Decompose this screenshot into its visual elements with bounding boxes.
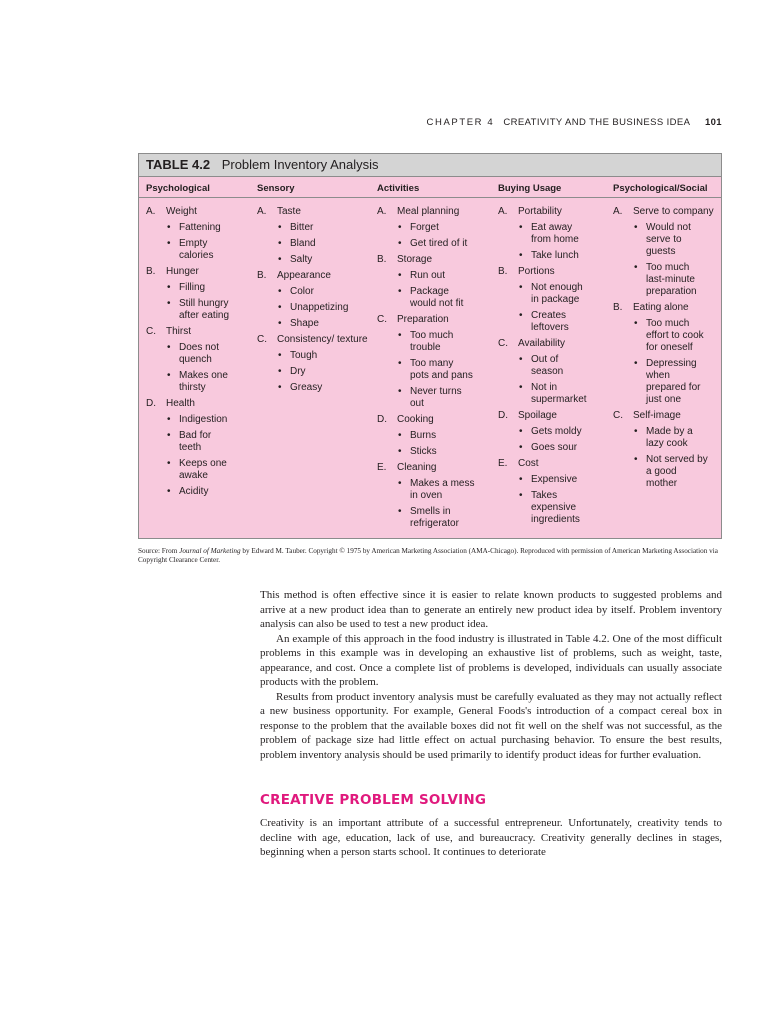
category-row bbox=[377, 462, 495, 474]
bullet-item bbox=[146, 414, 254, 426]
bullet-item-line: mother bbox=[646, 478, 678, 489]
category-label: Appearance bbox=[277, 270, 331, 281]
category-label: Eating alone bbox=[633, 302, 689, 313]
bullet-item-line: from home bbox=[531, 234, 579, 245]
table-column bbox=[613, 206, 721, 494]
source-prefix: Source: From bbox=[138, 547, 180, 555]
bullet-item-line: • Expensive bbox=[531, 474, 578, 485]
bullet-item-line: guests bbox=[646, 246, 676, 257]
bullet-item bbox=[498, 474, 610, 486]
bullet-item-line: quench bbox=[179, 354, 212, 365]
bullet-item-line: • Unappetizing bbox=[290, 302, 349, 313]
category-label: Thirst bbox=[166, 326, 191, 337]
category-row bbox=[498, 410, 610, 422]
bullet-item-line: • Bitter bbox=[290, 222, 314, 233]
section-body bbox=[260, 816, 722, 860]
category-label: Weight bbox=[166, 206, 197, 217]
chapter-label: CHAPTER 4 bbox=[426, 117, 495, 128]
bullet-item-line: thirsty bbox=[179, 382, 206, 393]
category-letter: D. bbox=[146, 398, 156, 409]
bullet-item-line: • Gets moldy bbox=[531, 426, 582, 437]
bullet-item bbox=[498, 354, 610, 378]
bullet-item-line: • Makes one bbox=[179, 370, 228, 381]
category-letter: A. bbox=[257, 206, 267, 217]
category-letter: B. bbox=[377, 254, 387, 265]
bullet-item-line: • Acidity bbox=[179, 486, 209, 497]
bullet-item-line: • Goes sour bbox=[531, 442, 578, 453]
bullet-item bbox=[498, 310, 610, 334]
bullet-item-line: • Tough bbox=[290, 350, 318, 361]
bullet-item-line: calories bbox=[179, 250, 214, 261]
table-column bbox=[377, 206, 495, 534]
column-header: Psychological/Social bbox=[613, 183, 708, 194]
bullet-item-line: serve to bbox=[646, 234, 682, 245]
bullet-item bbox=[498, 222, 610, 246]
bullet-item-line: • Color bbox=[290, 286, 314, 297]
bullet-item-line: • Bland bbox=[290, 238, 316, 249]
bullet-item-line: in package bbox=[531, 294, 580, 305]
category-row bbox=[377, 414, 495, 426]
category-label: Storage bbox=[397, 254, 433, 265]
category-row bbox=[613, 206, 721, 218]
bullet-item-line: season bbox=[531, 366, 564, 377]
bullet-item-line: after eating bbox=[179, 310, 230, 321]
category-label: Portability bbox=[518, 206, 562, 217]
bullet-item-line: • Creates bbox=[531, 310, 567, 321]
bullet-item-line: • Not in bbox=[531, 382, 558, 393]
bullet-item-line: for oneself bbox=[646, 342, 693, 353]
bullet-item-line: preparation bbox=[646, 286, 697, 297]
column-header: Sensory bbox=[257, 183, 295, 194]
category-label: Health bbox=[166, 398, 195, 409]
bullet-item-line: effort to cook bbox=[646, 330, 704, 341]
bullet-item-line: • Makes a mess bbox=[410, 478, 475, 489]
paragraph: Creativity is an important attribute of a successful entrepreneur. Unfortunately, creativity tends to decline with age, education, lack of use, and bureaucracy. Creativity generally declines in stages, beginning when a person starts school. It continues to deteriorate bbox=[260, 817, 722, 858]
category-row bbox=[498, 266, 610, 278]
category-row bbox=[613, 302, 721, 314]
category-row bbox=[613, 410, 721, 422]
section-heading: CREATIVE PROBLEM SOLVING bbox=[260, 792, 487, 808]
category-row bbox=[377, 254, 495, 266]
category-letter: B. bbox=[146, 266, 156, 277]
body-text bbox=[260, 588, 722, 762]
bullet-item-line: teeth bbox=[179, 442, 202, 453]
bullet-item bbox=[257, 366, 375, 378]
bullet-item bbox=[498, 426, 610, 438]
bullet-item-line: • Indigestion bbox=[179, 414, 228, 425]
paragraph: Results from product inventory analysis must be carefully evaluated as they may not actually reflect a new business opportunity. For example, General Foods's introduction of a compact cereal box in response to the problem that the available boxes did not fit well on the shelf was not successful, as the problem of package size had little effect on actual purchasing behavior. To ensure the best results, problem inventory analysis should be used primarily to identify product ideas for further evaluation. bbox=[260, 690, 722, 761]
category-letter: E. bbox=[377, 462, 387, 473]
table-source-note bbox=[138, 547, 728, 565]
category-letter: A. bbox=[146, 206, 156, 217]
column-header: Psychological bbox=[146, 183, 210, 194]
bullet-item bbox=[146, 282, 254, 294]
chapter-title: CREATIVITY AND THE BUSINESS IDEA bbox=[503, 117, 690, 128]
bullet-item bbox=[257, 350, 375, 362]
bullet-item-line: in oven bbox=[410, 490, 443, 501]
category-letter: D. bbox=[498, 410, 508, 421]
bullet-item-line: • Never turns bbox=[410, 386, 462, 397]
bullet-item bbox=[146, 342, 254, 366]
bullet-item-line: lazy cook bbox=[646, 438, 688, 449]
category-letter: A. bbox=[613, 206, 623, 217]
bullet-item-line: awake bbox=[179, 470, 208, 481]
bullet-item-line: • Shape bbox=[290, 318, 319, 329]
bullet-item-line: • Takes bbox=[531, 490, 558, 501]
bullet-item-line: • Fattening bbox=[179, 222, 221, 233]
bullet-item-line: supermarket bbox=[531, 394, 587, 405]
category-row bbox=[377, 314, 495, 326]
bullet-item-line: • Dry bbox=[290, 366, 306, 377]
bullet-item-line: • Bad for bbox=[179, 430, 212, 441]
bullet-item bbox=[613, 454, 721, 490]
bullet-item-line: • Filling bbox=[179, 282, 206, 293]
table-column bbox=[257, 206, 375, 398]
category-label: Cost bbox=[518, 458, 539, 469]
running-header bbox=[427, 117, 722, 128]
category-letter: C. bbox=[146, 326, 156, 337]
bullet-item-line: • Too much bbox=[646, 262, 690, 273]
bullet-item bbox=[613, 318, 721, 354]
bullet-item bbox=[146, 238, 254, 262]
bullet-item-line: • Run out bbox=[410, 270, 446, 281]
bullet-item-line: • Too much bbox=[410, 330, 454, 341]
category-label: Portions bbox=[518, 266, 555, 277]
bullet-item bbox=[498, 282, 610, 306]
bullet-item-line: • Too many bbox=[410, 358, 454, 369]
bullet-item bbox=[613, 262, 721, 298]
bullet-item-line: when bbox=[646, 370, 670, 381]
category-letter: B. bbox=[257, 270, 267, 281]
bullet-item bbox=[498, 250, 610, 262]
bullet-item bbox=[377, 430, 495, 442]
bullet-item bbox=[146, 430, 254, 454]
bullet-item bbox=[613, 426, 721, 450]
table-title-bar bbox=[139, 154, 721, 177]
bullet-item-line: • Greasy bbox=[290, 382, 323, 393]
column-header: Activities bbox=[377, 183, 420, 194]
category-letter: E. bbox=[498, 458, 508, 469]
bullet-item-line: • Package bbox=[410, 286, 449, 297]
bullet-item bbox=[498, 442, 610, 454]
bullet-item-line: • Forget bbox=[410, 222, 439, 233]
bullet-item-line: a good bbox=[646, 466, 677, 477]
bullet-item-line: • Eat away bbox=[531, 222, 573, 233]
paragraph: This method is often effective since it is easier to relate known products to suggested problems and arrive at a new product idea than to generate an entirely new product idea by itself. Problem inventory analysis can also be used to test a new product idea. bbox=[260, 589, 722, 630]
bullet-item-line: refrigerator bbox=[410, 518, 459, 529]
bullet-item bbox=[257, 302, 375, 314]
bullet-item bbox=[377, 330, 495, 354]
category-row bbox=[377, 206, 495, 218]
bullet-item-line: prepared for bbox=[646, 382, 701, 393]
bullet-item-line: • Too much bbox=[646, 318, 690, 329]
bullet-item-line: • Empty bbox=[179, 238, 208, 249]
table-number: TABLE 4.2 bbox=[146, 157, 211, 172]
bullet-item-line: • Out of bbox=[531, 354, 559, 365]
bullet-item-line: • Salty bbox=[290, 254, 313, 265]
category-label: Self-image bbox=[633, 410, 681, 421]
bullet-item-line: • Made by a bbox=[646, 426, 693, 437]
bullet-item-line: • Get tired of it bbox=[410, 238, 468, 249]
bullet-item bbox=[377, 478, 495, 502]
bullet-item bbox=[377, 358, 495, 382]
category-label: Consistency/ texture bbox=[277, 334, 368, 345]
bullet-item-line: • Keeps one bbox=[179, 458, 227, 469]
source-journal: Journal of Marketing bbox=[179, 547, 241, 555]
category-label: Meal planning bbox=[397, 206, 460, 217]
bullet-item bbox=[146, 222, 254, 234]
bullet-item-line: • Not enough bbox=[531, 282, 583, 293]
bullet-item-line: • Take lunch bbox=[531, 250, 579, 261]
bullet-item bbox=[257, 318, 375, 330]
table-title: Problem Inventory Analysis bbox=[221, 157, 379, 172]
bullet-item-line: expensive bbox=[531, 502, 577, 513]
bullet-item-line: • Not served by bbox=[646, 454, 708, 465]
bullet-item bbox=[146, 486, 254, 498]
bullet-item-line: • Sticks bbox=[410, 446, 437, 457]
problem-inventory-table bbox=[138, 153, 722, 539]
bullet-item bbox=[146, 370, 254, 394]
category-letter: B. bbox=[498, 266, 508, 277]
source-suffix: by Edward M. Tauber. Copyright © 1975 by American Marketing Association (AMA-Chicago). Reproduced with permission of American Marketing Association via Copyright Clearance Center. bbox=[138, 547, 718, 564]
category-letter: D. bbox=[377, 414, 387, 425]
category-row bbox=[146, 398, 254, 410]
bullet-item-line: pots and pans bbox=[410, 370, 473, 381]
bullet-item bbox=[377, 506, 495, 530]
bullet-item-line: • Still hungry bbox=[179, 298, 229, 309]
category-row bbox=[498, 458, 610, 470]
category-row bbox=[257, 270, 375, 282]
bullet-item bbox=[257, 222, 375, 234]
bullet-item bbox=[377, 286, 495, 310]
category-label: Cleaning bbox=[397, 462, 437, 473]
bullet-item bbox=[257, 286, 375, 298]
bullet-item-line: • Does not bbox=[179, 342, 220, 353]
category-row bbox=[257, 334, 375, 346]
bullet-item bbox=[257, 238, 375, 250]
category-label: Cooking bbox=[397, 414, 434, 425]
category-letter: C. bbox=[257, 334, 267, 345]
bullet-item bbox=[613, 358, 721, 406]
bullet-item bbox=[377, 270, 495, 282]
bullet-item bbox=[498, 382, 610, 406]
category-letter: C. bbox=[498, 338, 508, 349]
table-column bbox=[146, 206, 254, 502]
bullet-item bbox=[377, 386, 495, 410]
bullet-item bbox=[257, 254, 375, 266]
category-label: Serve to company bbox=[633, 206, 714, 217]
category-label: Taste bbox=[277, 206, 301, 217]
category-letter: C. bbox=[377, 314, 387, 325]
category-label: Availability bbox=[518, 338, 566, 349]
category-row bbox=[146, 266, 254, 278]
bullet-item bbox=[377, 238, 495, 250]
header-rule bbox=[139, 197, 721, 198]
category-letter: A. bbox=[498, 206, 508, 217]
table-column bbox=[498, 206, 610, 530]
category-label: Preparation bbox=[397, 314, 449, 325]
page-number: 101 bbox=[704, 117, 722, 128]
paragraph: An example of this approach in the food industry is illustrated in Table 4.2. One of the most difficult problems in this example was in developing an exhaustive list of problems, such as weight, taste, appearance, and cost. Once a complete list of problems is developed, individuals can usually associate products with the problem. bbox=[260, 632, 722, 688]
bullet-item-line: last-minute bbox=[646, 274, 695, 285]
bullet-item bbox=[146, 458, 254, 482]
category-label: Spoilage bbox=[518, 410, 557, 421]
bullet-item-line: leftovers bbox=[531, 322, 569, 333]
bullet-item-line: would not fit bbox=[410, 298, 464, 309]
bullet-item bbox=[377, 222, 495, 234]
category-row bbox=[146, 206, 254, 218]
column-header: Buying Usage bbox=[498, 183, 562, 194]
bullet-item bbox=[257, 382, 375, 394]
bullet-item-line: • Depressing bbox=[646, 358, 697, 369]
column-headers bbox=[139, 177, 721, 198]
category-row bbox=[498, 206, 610, 218]
bullet-item bbox=[613, 222, 721, 258]
category-letter: A. bbox=[377, 206, 387, 217]
category-letter: B. bbox=[613, 302, 623, 313]
category-row bbox=[146, 326, 254, 338]
category-letter: C. bbox=[613, 410, 623, 421]
bullet-item bbox=[377, 446, 495, 458]
category-row bbox=[498, 338, 610, 350]
category-row bbox=[257, 206, 375, 218]
bullet-item-line: just one bbox=[646, 394, 682, 405]
bullet-item-line: • Would not bbox=[646, 222, 691, 233]
category-label: Hunger bbox=[166, 266, 199, 277]
bullet-item-line: trouble bbox=[410, 342, 441, 353]
bullet-item-line: ingredients bbox=[531, 514, 580, 525]
bullet-item-line: • Burns bbox=[410, 430, 437, 441]
bullet-item-line: out bbox=[410, 398, 424, 409]
bullet-item-line: • Smells in bbox=[410, 506, 451, 517]
bullet-item bbox=[146, 298, 254, 322]
bullet-item bbox=[498, 490, 610, 526]
